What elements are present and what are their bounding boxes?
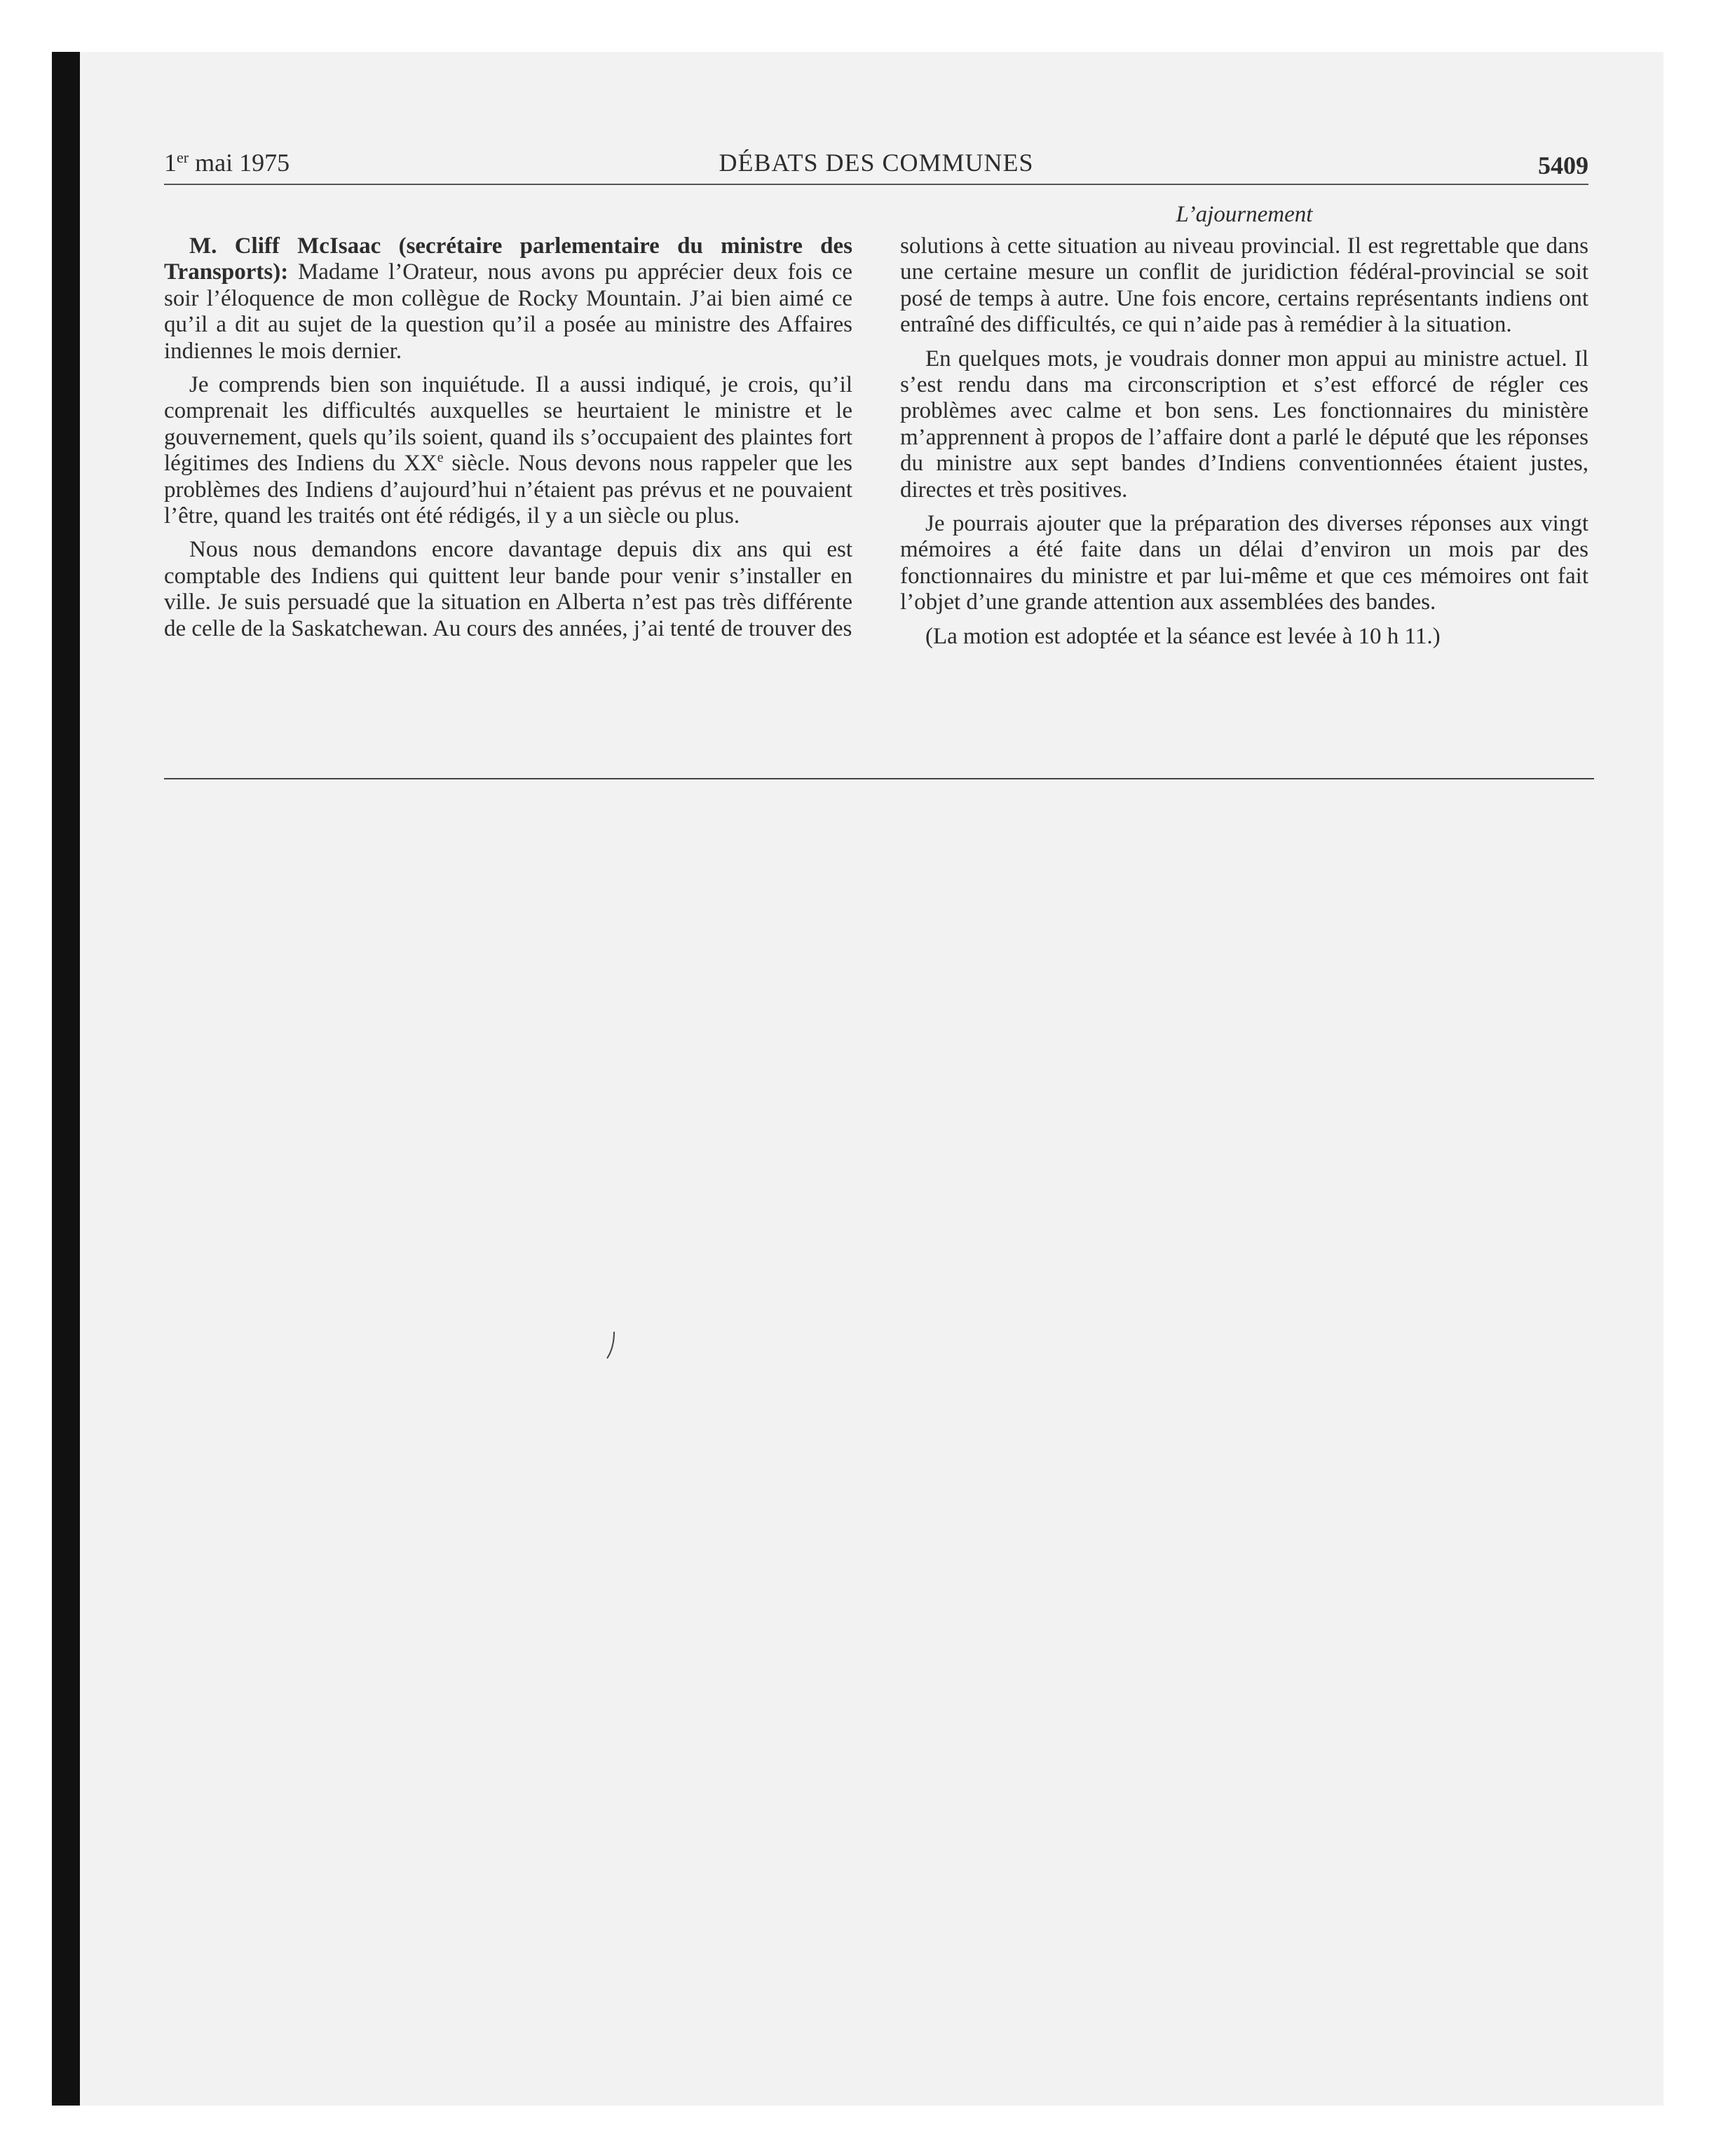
left-paragraph-3: Nous nous demandons encore davantage depuis dix ans qui est comptable des Indiens qui quittent leur bande pour venir s’installer en ville. Je suis persuadé que la situation en Alberta n’est pas très différente de celle de la Saskatchewan. Au cours des années, j’ai tenté de trouver des [164, 537, 852, 641]
section-end-rule [164, 778, 1594, 779]
left-paragraph-1-text: Madame l’Orateur, nous avons pu apprécier deux fois ce soir l’éloquence de mon collègue de Rocky Mountain. J’ai bien aimé ce qu’il a dit au sujet de la question qu’il a posée au ministre des Affaires indiennes le mois dernier. [164, 259, 852, 364]
running-head: L’ajournement [1176, 202, 1313, 227]
century-superscript: e [437, 450, 444, 466]
header-date-rest: mai 1975 [195, 149, 290, 177]
left-paragraph-2-text-b: siècle. Nous devons nous rappeler que les problèmes des Indiens d’aujourd’hui n’étaient pas prévus et ne pouvaient l’être, quand les traités ont été rédigés, il y a un siècle ou plus. [164, 451, 852, 529]
right-paragraph-1: solutions à cette situation au niveau provincial. Il est regrettable que dans une certaine mesure un conflit de juridiction fédéral-provincial se soit posé de temps à autre. Une fois encore, certains représentants indiens ont entraîné des difficultés, ce qui n’aide pas à remédier à la situation. [900, 233, 1588, 338]
left-paragraph-2 [164, 372, 852, 529]
left-paragraph-2-text-a: Je comprends bien son inquiétude. Il a aussi indiqué, je crois, qu’il comprenait les difficultés auxquelles se heurtaient le ministre et le gouvernement, quels qu’ils soient, quand ils s’occupaient des plaintes fort légitimes des Indiens du XX [164, 372, 852, 477]
right-column [900, 233, 1588, 657]
header-title: DÉBATS DES COMMUNES [719, 149, 1034, 177]
header-date-superscript: er [177, 149, 189, 166]
pen-mark [606, 1330, 617, 1360]
header-rule [164, 184, 1588, 185]
left-column [164, 233, 852, 650]
right-paragraph-3: Je pourrais ajouter que la préparation des diverses réponses aux vingt mémoires a été faite dans un délai d’environ un mois par des fonctionnaires du ministre et par lui-même et que ces mémoires ont fait l’objet d’une grande attention aux assemblées des bandes. [900, 511, 1588, 615]
left-paragraph-1 [164, 233, 852, 364]
page-number: 5409 [1538, 151, 1588, 179]
scan-binding-edge [52, 52, 80, 2106]
header-date-day: 1 [164, 149, 177, 177]
page-header [164, 143, 1588, 182]
closing-note: (La motion est adoptée et la séance est levée à 10 h 11.) [925, 623, 1441, 649]
right-paragraph-2: En quelques mots, je voudrais donner mon appui au ministre actuel. Il s’est rendu dans ma circonscription et s’est efforcé de régler ces problèmes avec calme et bon sens. Les fonctionnaires du ministère m’apprennent à propos de l’affaire dont a parlé le député que les réponses du ministre aux sept bandes d’Indiens conventionnées étaient justes, directes et très positives. [900, 346, 1588, 503]
speaker-name: M. Cliff McIsaac (secrétaire parlementaire du ministre des Transports): [164, 233, 852, 285]
